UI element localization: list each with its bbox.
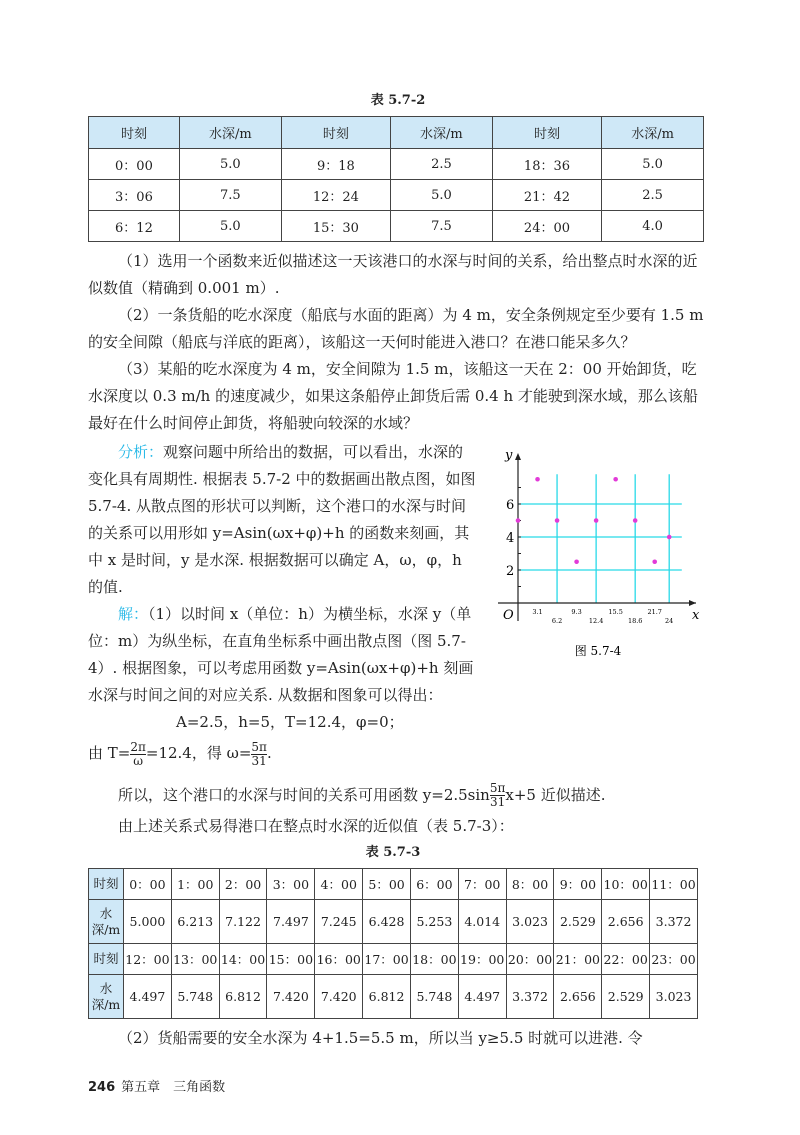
eq-mid: =12.4，得 ω= xyxy=(145,744,252,762)
depth-cell: 5.748 xyxy=(410,975,458,1019)
analysis-block xyxy=(88,439,708,709)
page-number: 246 xyxy=(88,1080,116,1095)
x-tick-label: 15.5 xyxy=(608,608,623,616)
time-cell: 18：00 xyxy=(410,944,458,975)
figure-caption: 图 5.7-4 xyxy=(574,644,622,658)
x-tick-label: 18.6 xyxy=(627,617,643,625)
water-depth-table xyxy=(88,116,704,242)
data-point xyxy=(633,518,638,523)
depth-cell: 3.372 xyxy=(506,975,554,1019)
column-header: 水深/m xyxy=(179,117,281,149)
depth-cell: 2.656 xyxy=(602,900,650,944)
table-cell: 7.5 xyxy=(391,211,493,242)
row-label: 水深/m xyxy=(89,975,124,1019)
time-cell: 8：00 xyxy=(506,869,554,900)
page-footer xyxy=(88,1052,708,1095)
analysis-label: 分析： xyxy=(118,443,164,461)
table-cell: 6：12 xyxy=(89,211,180,242)
fraction-5pi-31: $\frac{5\pi}{31}$ xyxy=(251,739,267,768)
table-cell: 2.5 xyxy=(391,149,493,180)
x-tick-label: 21.7 xyxy=(647,608,662,616)
table-cell: 2.5 xyxy=(602,180,704,211)
depth-cell: 2.529 xyxy=(602,975,650,1019)
time-cell: 5：00 xyxy=(363,869,411,900)
scatter-chart xyxy=(488,443,708,671)
table-intro: 由上述关系式易得港口在整点时水深的近似值（表 5.7-3）： xyxy=(118,817,514,835)
y-axis-label: y xyxy=(505,448,513,463)
question-3: （3）某船的吃水深度为 4 m，安全间隙为 1.5 m，该船这一天在 2：00 开始卸货，吃水深度以 0.3 m/h 的速度减少，如果这条船停止卸货后需 0.4 h 才能驶到深水域，那么该船最好在什么时间停止卸货，将船驶向较深的水域？ xyxy=(88,360,698,432)
row-label: 时刻 xyxy=(89,944,124,975)
table-cell: 12：24 xyxy=(281,180,390,211)
depth-cell: 7.420 xyxy=(315,975,363,1019)
depth-row xyxy=(89,975,698,1019)
data-point xyxy=(574,559,579,564)
x-axis-arrow-icon xyxy=(689,600,696,606)
table-cell: 21：42 xyxy=(492,180,601,211)
origin-label: O xyxy=(503,608,514,623)
data-point xyxy=(613,477,618,482)
x-tick-label: 12.4 xyxy=(588,617,604,625)
x-tick-label: 6.2 xyxy=(551,617,563,625)
solution-label: 解： xyxy=(118,605,149,623)
time-row xyxy=(89,944,698,975)
question-1: （1）选用一个函数来近似描述这一天该港口的水深与时间的关系，给出整点时水深的近似数值（精确到 0.001 m）. xyxy=(88,252,698,297)
time-cell: 7：00 xyxy=(458,869,506,900)
x-tick-label: 24 xyxy=(665,617,674,625)
data-point xyxy=(555,518,560,523)
depth-cell: 7.122 xyxy=(219,900,267,944)
time-cell: 19：00 xyxy=(458,944,506,975)
time-cell: 22：00 xyxy=(602,944,650,975)
table-cell: 7.5 xyxy=(179,180,281,211)
time-cell: 6：00 xyxy=(410,869,458,900)
depth-cell: 7.245 xyxy=(315,900,363,944)
time-cell: 9：00 xyxy=(554,869,602,900)
chart-container xyxy=(488,443,708,671)
table-cell: 5.0 xyxy=(602,149,704,180)
column-header: 水深/m xyxy=(391,117,493,149)
table-row xyxy=(89,211,704,242)
column-header: 时刻 xyxy=(492,117,601,149)
depth-cell: 7.420 xyxy=(267,975,315,1019)
data-point xyxy=(652,559,657,564)
depth-cell: 3.023 xyxy=(650,975,698,1019)
time-cell: 13：00 xyxy=(171,944,219,975)
depth-cell: 4.497 xyxy=(124,975,172,1019)
depth-cell: 5.748 xyxy=(171,975,219,1019)
x-tick-label: 3.1 xyxy=(532,608,543,616)
solution-text: （1）以时间 x（单位：h）为横坐标，水深 y（单位：m）为纵坐标，在直角坐标系中画出散点图（图 5.7-4）. 根据图象，可以考虑用函数 y=Asin(ωx+φ)+h 刻画水深与时间之间的对应关系. 从数据和图象可以得出： xyxy=(88,605,474,704)
column-header: 水深/m xyxy=(602,117,704,149)
part-2-text: （2）货船需要的安全水深为 4+1.5=5.5 m，所以当 y≥5.5 时就可以进港. 令 xyxy=(118,1029,643,1047)
row-label: 水深/m xyxy=(89,900,124,944)
depth-cell: 6.213 xyxy=(171,900,219,944)
y-tick-label: 4 xyxy=(506,531,515,546)
depth-cell: 3.372 xyxy=(650,900,698,944)
period-equation: 由 T= $\frac{2\pi}{\omega}$ =12.4，得 ω= $\frac{5\pi}{31}$ . xyxy=(88,739,272,768)
depth-cell: 4.497 xyxy=(458,975,506,1019)
table1-caption: 表 5.7-2 xyxy=(370,93,426,108)
table-cell: 4.0 xyxy=(602,211,704,242)
table2-caption: 表 5.7-3 xyxy=(365,845,421,860)
table-cell: 0：00 xyxy=(89,149,180,180)
table-header-row xyxy=(89,117,704,149)
time-cell: 12：00 xyxy=(124,944,172,975)
y-tick-label: 6 xyxy=(506,498,515,513)
fraction-conclusion: $\frac{5\pi}{31}$ xyxy=(489,781,506,809)
time-cell: 10：00 xyxy=(602,869,650,900)
table-cell: 5.0 xyxy=(179,211,281,242)
table-row xyxy=(89,180,704,211)
data-point xyxy=(667,535,672,540)
y-axis-arrow-icon xyxy=(515,453,521,460)
hourly-depth-table xyxy=(88,868,698,1019)
parameters: A=2.5，h=5，T=12.4，φ=0； xyxy=(176,713,404,731)
table-cell: 3：06 xyxy=(89,180,180,211)
time-cell: 4：00 xyxy=(315,869,363,900)
time-cell: 16：00 xyxy=(315,944,363,975)
depth-cell: 3.023 xyxy=(506,900,554,944)
eq-prefix: 由 T= xyxy=(88,744,131,762)
depth-cell: 7.497 xyxy=(267,900,315,944)
time-cell: 23：00 xyxy=(650,944,698,975)
depth-cell: 5.253 xyxy=(410,900,458,944)
x-tick-label: 9.3 xyxy=(571,608,582,616)
fraction-2pi-omega: $\frac{2\pi}{\omega}$ xyxy=(130,739,146,768)
time-cell: 1：00 xyxy=(171,869,219,900)
data-point xyxy=(516,518,521,523)
depth-cell: 5.000 xyxy=(124,900,172,944)
conclusion: 所以，这个港口的水深与时间的关系可用函数 y=2.5sin $\frac{5\pi}{31}$ x+5 近似描述. xyxy=(118,781,606,809)
questions xyxy=(88,248,708,437)
time-cell: 14：00 xyxy=(219,944,267,975)
time-cell: 15：00 xyxy=(267,944,315,975)
table-cell: 5.0 xyxy=(391,180,493,211)
data-point xyxy=(594,518,599,523)
time-cell: 3：00 xyxy=(267,869,315,900)
depth-cell: 4.014 xyxy=(458,900,506,944)
time-cell: 11：00 xyxy=(650,869,698,900)
depth-row xyxy=(89,900,698,944)
depth-cell: 2.529 xyxy=(554,900,602,944)
table-cell: 18：36 xyxy=(492,149,601,180)
data-point xyxy=(535,477,540,482)
y-tick-label: 2 xyxy=(506,564,515,579)
time-cell: 17：00 xyxy=(363,944,411,975)
x-axis-label: x xyxy=(692,608,700,623)
time-cell: 2：00 xyxy=(219,869,267,900)
row-label: 时刻 xyxy=(89,869,124,900)
depth-cell: 6.812 xyxy=(363,975,411,1019)
time-cell: 20：00 xyxy=(506,944,554,975)
table-cell: 15：30 xyxy=(281,211,390,242)
depth-cell: 6.812 xyxy=(219,975,267,1019)
question-2: （2）一条货船的吃水深度（船底与水面的距离）为 4 m，安全条例规定至少要有 1.5 m的安全间隙（船底与洋底的距离），该船这一天何时能进入港口？在港口能呆多久？ xyxy=(88,306,704,351)
time-cell: 0：00 xyxy=(124,869,172,900)
depth-cell: 6.428 xyxy=(363,900,411,944)
depth-cell: 2.656 xyxy=(554,975,602,1019)
table-row xyxy=(89,149,704,180)
table-cell: 5.0 xyxy=(179,149,281,180)
time-cell: 21：00 xyxy=(554,944,602,975)
analysis-text: 观察问题中所给出的数据，可以看出，水深的变化具有周期性. 根据表 5.7-2 中的数据画出散点图，如图 5.7-4. 从散点图的形状可以判断，这个港口的水深与时间的关系可以用形如 y=Asin(ωx+φ)+h 的函数来刻画，其中 x 是时间，y 是水深. 根据数据可以确定 A，ω，φ，h 的值. xyxy=(88,443,476,596)
table-cell: 9：18 xyxy=(281,149,390,180)
time-row xyxy=(89,869,698,900)
column-header: 时刻 xyxy=(281,117,390,149)
column-header: 时刻 xyxy=(89,117,180,149)
chapter-title: 第五章 三角函数 xyxy=(121,1080,226,1095)
table-cell: 24：00 xyxy=(492,211,601,242)
